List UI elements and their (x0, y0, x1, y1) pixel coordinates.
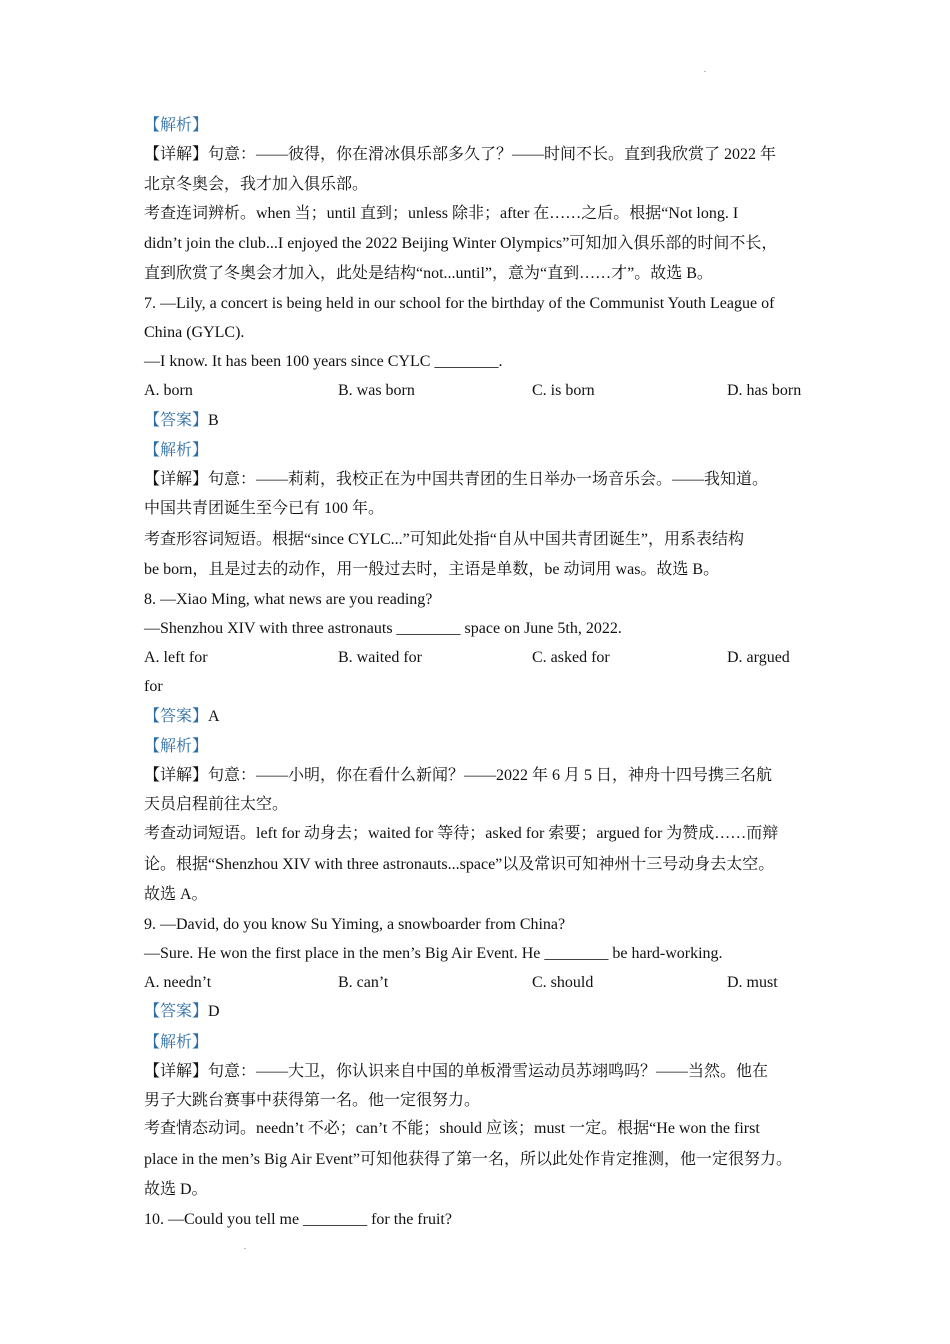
q8-detail-line-2: 天员启程前往太空。 (144, 796, 289, 813)
q8-analysis-label: 【解析】 (144, 738, 209, 755)
q7-explanation-line-2: be born，且是过去的动作，用一般过去时，主语是单数，be 动词用 was。故选 B。 (144, 561, 720, 578)
q10-question-line-1: 10. —Could you tell me ________ for the fruit? (144, 1211, 452, 1228)
q7-option-d: D. has born (727, 382, 802, 399)
q7-analysis-label: 【解析】 (144, 442, 209, 459)
q9-option-d: D. must (727, 974, 778, 991)
q7-option-a: A. born (144, 382, 193, 399)
q8-explanation-line-2: 论。根据“Shenzhou XIV with three astronauts...space”以及常识可知神州十三号动身去太空。 (144, 856, 775, 873)
q7-question-line-3: —I know. It has been 100 years since CYLC ________. (144, 353, 503, 370)
q8-option-d: D. argued (727, 649, 790, 666)
q9-option-b: B. can’t (338, 974, 389, 991)
q8-question-line-1: 8. —Xiao Ming, what news are you reading? (144, 591, 433, 608)
q7-question-line-2: China (GYLC). (144, 324, 245, 341)
q9-answer-label: 【答案】 (144, 1003, 209, 1020)
q7-question-line-1: 7. —Lily, a concert is being held in our school for the birthday of the Communist Youth League of (144, 295, 775, 312)
q8-option-b: B. waited for (338, 649, 422, 666)
q7-option-b: B. was born (338, 382, 415, 399)
q7-explanation-line-1: 考查形容词短语。根据“since CYLC...”可知此处指“自从中国共青团诞生”，用系表结构 (144, 531, 744, 548)
q8-answer-label: 【答案】 (144, 708, 209, 725)
q8-detail-line-1: 【详解】句意：——小明，你在看什么新闻？——2022 年 6 月 5 日，神舟十四号携三名航 (144, 767, 773, 784)
q9-analysis-label: 【解析】 (144, 1034, 209, 1051)
q9-question-line-1: 9. —David, do you know Su Yiming, a snowboarder from China? (144, 916, 566, 933)
q9-option-c: C. should (532, 974, 594, 991)
q7-option-c: C. is born (532, 382, 595, 399)
q9-answer-value: D (208, 1003, 220, 1020)
q6-detail-line-1: 【详解】句意：——彼得，你在滑冰俱乐部多久了？——时间不长。直到我欣赏了 2022 年 (144, 146, 777, 163)
q9-explanation-line-1: 考查情态动词。needn’t 不必；can’t 不能；should 应该；must 一定。根据“He won the first (144, 1120, 760, 1137)
q7-answer-value: B (208, 412, 219, 429)
q7-answer-label: 【答案】 (144, 412, 209, 429)
q8-explanation-line-1: 考查动词短语。left for 动身去；waited for 等待；asked for 索要；argued for 为赞成……而辩 (144, 825, 779, 842)
q9-question-line-2: —Sure. He won the first place in the men’s Big Air Event. He ________ be hard-working. (144, 945, 723, 962)
q6-explanation-line-2: didn’t join the club...I enjoyed the 2022 Beijing Winter Olympics”可知加入俱乐部的时间不长， (144, 235, 778, 252)
q7-detail-line-1: 【详解】句意：——莉莉，我校正在为中国共青团的生日举办一场音乐会。——我知道。 (144, 471, 769, 488)
q6-explanation-line-3: 直到欣赏了冬奥会才加入，此处是结构“not...until”，意为“直到……才”。故选 B。 (144, 265, 713, 282)
q8-option-a: A. left for (144, 649, 208, 666)
q8-answer (144, 707, 220, 727)
q6-analysis-label: 【解析】 (144, 117, 209, 134)
q9-detail-line-2: 男子大跳台赛事中获得第一名。他一定很努力。 (144, 1092, 481, 1109)
q7-detail-line-2: 中国共青团诞生至今已有 100 年。 (144, 500, 385, 517)
q8-explanation-line-3: 故选 A。 (144, 886, 208, 903)
q8-question-line-2: —Shenzhou XIV with three astronauts ________ space on June 5th, 2022. (144, 620, 622, 637)
q8-option-d-wrap: for (144, 678, 163, 695)
q9-explanation-line-3: 故选 D。 (144, 1181, 208, 1198)
q7-answer (144, 411, 219, 431)
q8-answer-value: A (208, 708, 220, 725)
page-mark-bottom (244, 1248, 246, 1249)
page-mark-top (704, 71, 706, 72)
q8-option-c: C. asked for (532, 649, 610, 666)
q9-answer (144, 1002, 220, 1022)
q6-detail-line-2: 北京冬奥会，我才加入俱乐部。 (144, 176, 369, 193)
q6-explanation-line-1: 考查连词辨析。when 当；until 直到；unless 除非；after 在……之后。根据“Not long. I (144, 205, 739, 222)
q9-option-a: A. needn’t (144, 974, 212, 991)
q9-detail-line-1: 【详解】句意：——大卫，你认识来自中国的单板滑雪运动员苏翊鸣吗？——当然。他在 (144, 1063, 769, 1080)
q9-explanation-line-2: place in the men’s Big Air Event”可知他获得了第一名，所以此处作肯定推测，他一定很努力。 (144, 1151, 792, 1168)
